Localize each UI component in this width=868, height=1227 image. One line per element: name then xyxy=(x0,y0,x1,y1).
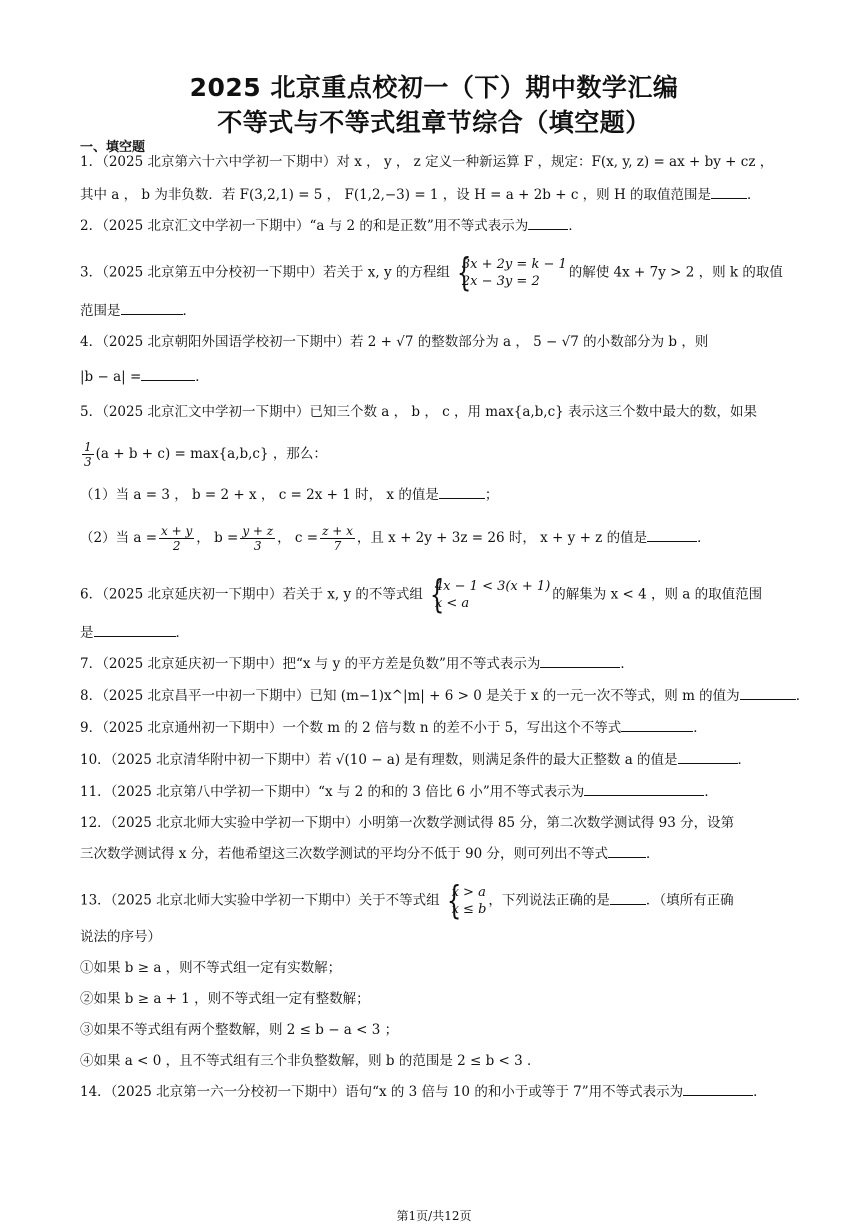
q5-line1: 5．（2025 北京汇文中学初一下期中）已知三个数 a ， b ， c ，用 max{a,b,c} 表示这三个数中最大的数，如果 xyxy=(80,404,758,420)
q1-line1: 1．（2025 北京第六十六中学初一下期中）对 x ， y ， z 定义一种新运算 F ，规定：F(x, y, z) = ax + by + cz ， xyxy=(80,154,774,170)
inequality-system: { 4x − 1 < 3(x + 1) x < a xyxy=(429,572,551,616)
q8-line: 8．（2025 北京昌平一中初一下期中）已知 (m−1)x^|m| + 6 > 0 是关于 x 的一元一次不等式，则 m 的值为 ． xyxy=(80,688,810,704)
q6-line1: 6．（2025 北京延庆初一下期中）若关于 x, y 的不等式组 { 4x − 1 < 3(x + 1) x < a 的解集为 x < 4 ，则 a 的取值范围 xyxy=(80,572,763,616)
q2-text: 2．（2025 北京汇文中学初一下期中）“a 与 2 的和是正数”用不等式表示为 xyxy=(80,218,529,234)
answer-blank xyxy=(94,624,176,637)
system-row-2: x ≤ b xyxy=(451,902,487,917)
doc-title-line1: 2025 北京重点校初一（下）期中数学汇编 xyxy=(189,73,679,102)
answer-blank xyxy=(584,783,704,796)
q4-line2: |b − a| = ． xyxy=(80,369,209,385)
system-row-2: 2x − 3y = 2 xyxy=(461,274,540,289)
q5-line2: $\frac{1}{3}$ (a + b + c) = max{a,b,c} ，那么： xyxy=(84,440,327,469)
q5-part2: （2）当 a = $\frac{x + y}{2}$ ， b = $\frac{y + z}{3}$ ， c = $\frac{z + x}{7}$ ，且 x + 2y + 3z = 26 时， x + y + z 的值是 ． xyxy=(80,524,711,553)
q10-line: 10．（2025 北京清华附中初一下期中）若 √(10 − a) 是有理数，则满足条件的最大正整数 a 的值是 ． xyxy=(80,752,752,768)
answer-blank xyxy=(141,368,195,381)
q6-line2: 是 ． xyxy=(80,625,189,641)
answer-blank xyxy=(528,217,568,230)
q12-line1: 12．（2025 北京北师大实验中学初一下期中）小明第一次数学测试得 85 分，第二次数学测试得 93 分，设第 xyxy=(80,815,735,831)
q11-line: 11．（2025 北京第八中学初一下期中）“x 与 2 的和的 3 倍比 6 小”用不等式表示为 ． xyxy=(80,784,718,800)
q13-option-4: ④如果 a < 0 ，且不等式组有三个非负整数解，则 b 的范围是 2 ≤ b < 3 ． xyxy=(80,1053,541,1069)
equation-system: { 3x + 2y = k − 1 2x − 3y = 2 xyxy=(456,250,567,294)
q13-line2: 说法的序号） xyxy=(80,929,161,945)
q9-line: 9．（2025 北京通州初一下期中）一个数 m 的 2 倍与数 n 的差不小于 5，写出这个不等式 ． xyxy=(80,720,707,736)
system-row-2: x < a xyxy=(434,596,470,611)
fraction: $\frac{x + y}{2}$ xyxy=(161,524,193,553)
system-row-1: 4x − 1 < 3(x + 1) xyxy=(434,579,551,594)
q3-text: 3．（2025 北京第五中分校初一下期中）若关于 x, y 的方程组 xyxy=(80,264,450,281)
q7-line: 7．（2025 北京延庆初一下期中）把“x 与 y 的平方差是负数”用不等式表示为 ． xyxy=(80,656,634,672)
q2-line: 2．（2025 北京汇文中学初一下期中）“a 与 2 的和是正数”用不等式表示为 ． xyxy=(80,218,582,234)
q13-option-1: ①如果 b ≥ a ，则不等式组一定有实数解； xyxy=(80,960,342,976)
answer-blank xyxy=(683,1083,753,1096)
system-row-1: 3x + 2y = k − 1 xyxy=(461,257,567,272)
inequality-system: { x > a x ≤ b xyxy=(446,878,487,922)
answer-blank xyxy=(540,655,620,668)
page-number: 第1页/共12页 xyxy=(396,1209,472,1223)
q1-text: 其中 a ， b 为非负数．若 F(3,2,1) = 5 ， F(1,2,−3) = 1 ，设 H = a + 2b + c ，则 H 的取值范围是 xyxy=(80,187,712,203)
fraction: $\frac{1}{3}$ xyxy=(84,440,92,469)
q3-line1 xyxy=(80,250,783,294)
q13-option-2: ②如果 b ≥ a + 1 ，则不等式组一定有整数解； xyxy=(80,991,370,1007)
fraction: $\frac{z + x}{7}$ xyxy=(322,524,353,553)
answer-blank xyxy=(621,719,693,732)
q5-part1: （1）当 a = 3 ， b = 2 + x ， c = 2x + 1 时， x 的值是 ； xyxy=(80,487,499,503)
q3-text-post: 的解使 4x + 7y > 2 ，则 k 的取值 xyxy=(568,264,783,281)
q3-line2: 范围是 ． xyxy=(80,303,196,319)
answer-blank xyxy=(740,687,796,700)
q13-option-3: ③如果不等式组有两个整数解，则 2 ≤ b − a < 3 ； xyxy=(80,1022,399,1038)
q14-line: 14．（2025 北京第一六一分校初一下期中）语句“x 的 3 倍与 10 的和小于或等于 7”用不等式表示为 ． xyxy=(80,1084,767,1100)
q1-line2: 其中 a ， b 为非负数．若 F(3,2,1) = 5 ， F(1,2,−3) = 1 ，设 H = a + 2b + c ，则 H 的取值范围是 ． xyxy=(80,187,761,203)
fraction: $\frac{y + z}{3}$ xyxy=(242,524,274,553)
answer-blank xyxy=(678,751,738,764)
q13-line1: 13．（2025 北京北师大实验中学初一下期中）关于不等式组 { x > a x ≤ b ，下列说法正确的是 ．（填所有正确 xyxy=(80,878,734,922)
doc-title-line2: 不等式与不等式组章节综合（填空题） xyxy=(217,108,651,137)
q4-line1: 4．（2025 北京朝阳外国语学校初一下期中）若 2 + √7 的整数部分为 a ， 5 − √7 的小数部分为 b ，则 xyxy=(80,334,709,350)
answer-blank xyxy=(608,845,646,858)
q12-line2: 三次数学测试得 x 分，若他希望这三次数学测试的平均分不低于 90 分，则可列出不等式 ． xyxy=(80,846,660,862)
answer-blank xyxy=(610,892,646,905)
answer-blank xyxy=(439,486,485,499)
answer-blank xyxy=(647,529,697,542)
system-row-1: x > a xyxy=(451,885,486,900)
section-heading: 一、填空题 xyxy=(80,140,146,155)
answer-blank xyxy=(711,186,747,199)
answer-blank xyxy=(121,302,183,315)
